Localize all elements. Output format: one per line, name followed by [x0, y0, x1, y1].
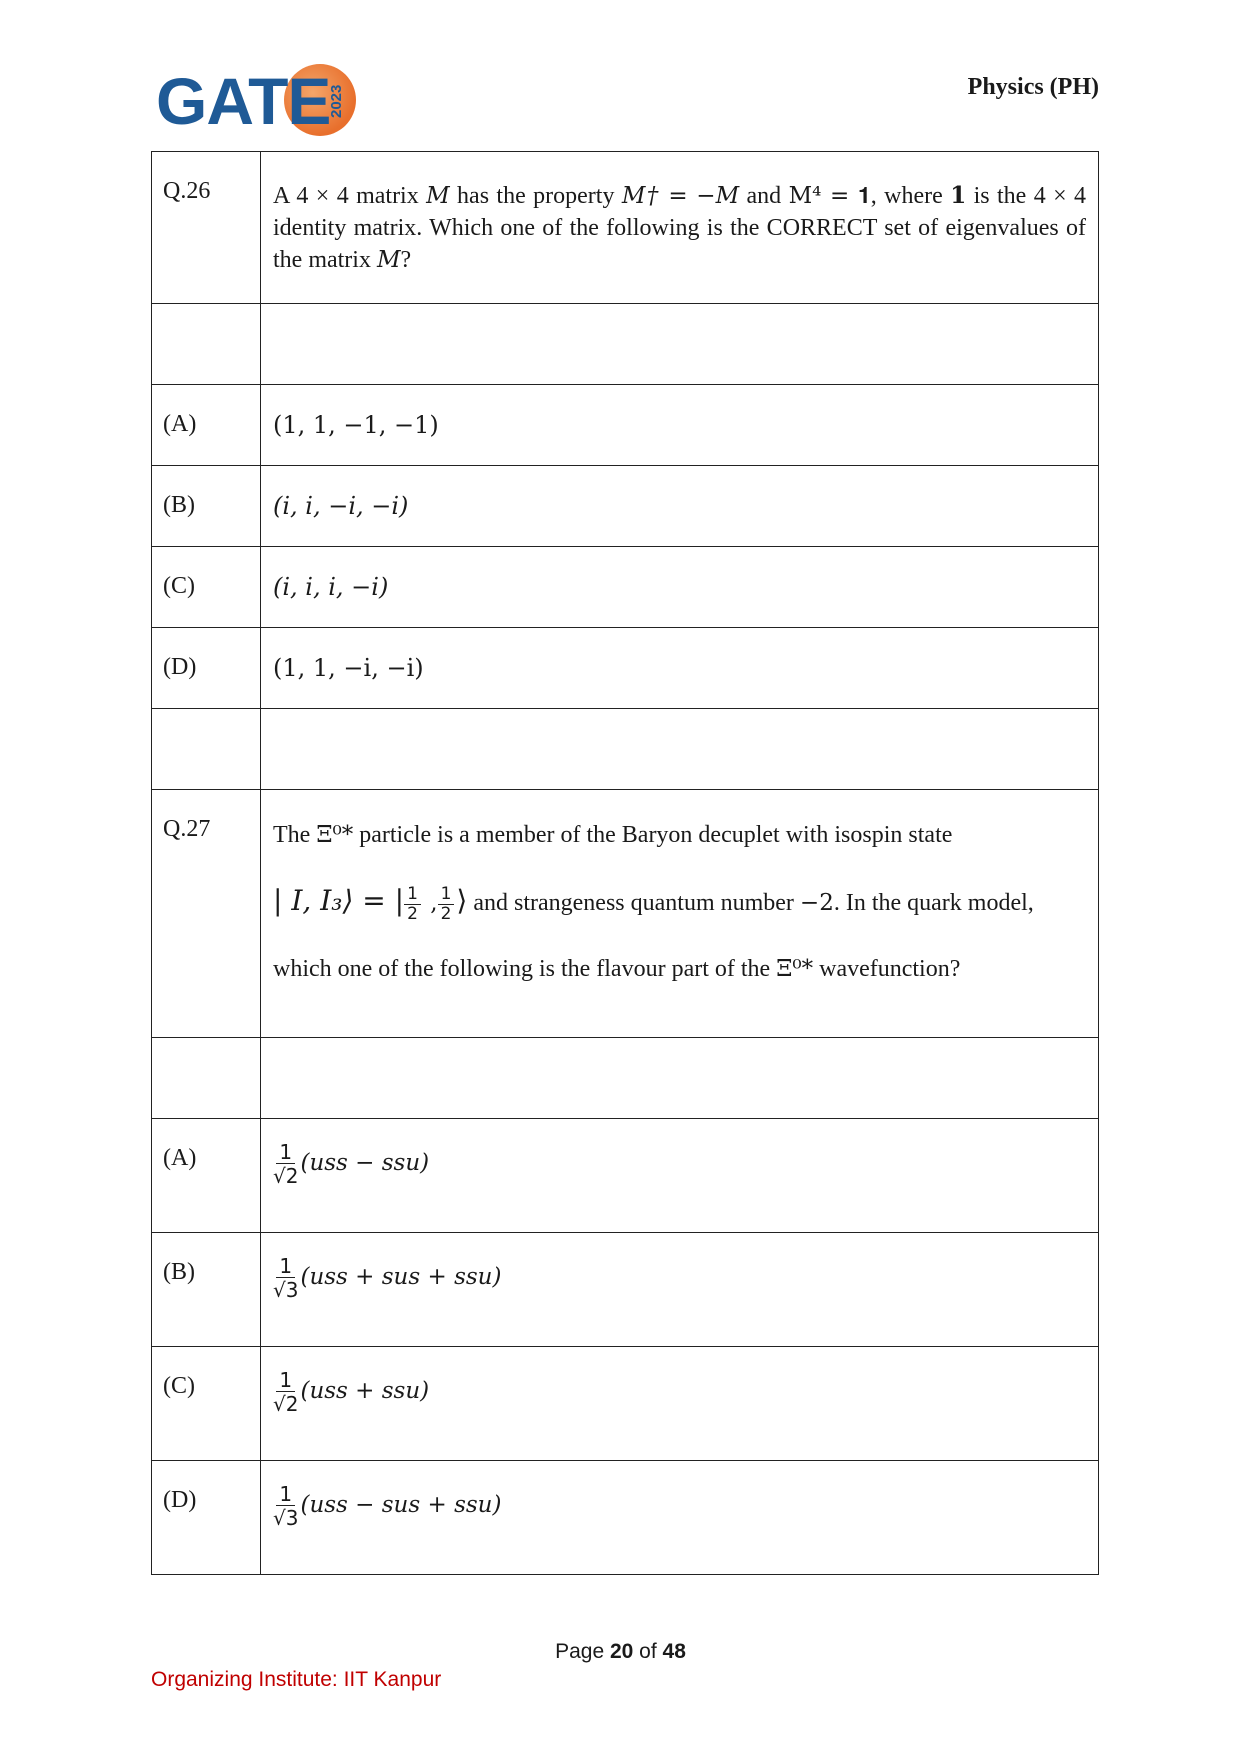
option-value: $\frac{1}{√3}$ (uss − sus + ssu) — [261, 1461, 1099, 1575]
option-label: (B) — [152, 1233, 261, 1347]
question-row-26 — [152, 152, 1099, 304]
option-value: (1, 1, −i, −i) — [261, 628, 1099, 709]
option-row-a — [152, 385, 1099, 466]
option-value: $\frac{1}{√3}$ (uss + sus + ssu) — [261, 1233, 1099, 1347]
spacer-row — [152, 1038, 1099, 1119]
fraction: $\frac{1}{2}$ — [404, 885, 421, 924]
option-value: $\frac{1}{√2}$ (uss + ssu) — [261, 1347, 1099, 1461]
option-label: (C) — [152, 1347, 261, 1461]
option-label: (A) — [152, 385, 261, 466]
spacer-row — [152, 304, 1099, 385]
logo-text: GATE — [156, 64, 331, 138]
option-row-a — [152, 1119, 1099, 1233]
option-label: (C) — [152, 547, 261, 628]
option-label: (D) — [152, 1461, 261, 1575]
organizing-institute: Organizing Institute: IIT Kanpur — [151, 1668, 442, 1691]
logo-year: 2023 — [328, 84, 345, 118]
option-value: (1, 1, −1, −1) — [261, 385, 1099, 466]
question-number: Q.26 — [152, 152, 261, 304]
fraction: $\frac{1}{√2}$ — [273, 1368, 299, 1416]
fraction: $\frac{1}{2}$ — [438, 885, 455, 924]
option-label: (A) — [152, 1119, 261, 1233]
question-text: The Ξ⁰* particle is a member of the Baryon decuplet with isospin state | I, I₃⟩ = | $\frac{1}{2}$ , $\frac{1}{2}$ ⟩ and strangeness quantum number −2. In the quark model, which one of the following is the flavour part of the Ξ⁰* wavefunction? — [261, 790, 1099, 1038]
subject-title: Physics (PH) — [967, 74, 1099, 100]
gate-logo — [156, 62, 366, 140]
fraction: $\frac{1}{√2}$ — [273, 1140, 299, 1188]
fraction: $\frac{1}{√3}$ — [273, 1254, 299, 1302]
option-value: (i, i, i, −i) — [261, 547, 1099, 628]
question-table — [151, 151, 1099, 1575]
option-label: (D) — [152, 628, 261, 709]
option-label: (B) — [152, 466, 261, 547]
option-value: $\frac{1}{√2}$ (uss − ssu) — [261, 1119, 1099, 1233]
question-row-27 — [152, 790, 1099, 1038]
option-value: (i, i, −i, −i) — [261, 466, 1099, 547]
option-row-c — [152, 1347, 1099, 1461]
page-number: Page 20 of 48 — [555, 1640, 686, 1663]
option-row-d — [152, 1461, 1099, 1575]
question-text: A 4 × 4 matrix M has the property M† = −M and M⁴ = 𝟏, where 𝟏 is the 4 × 4 identity matrix. Which one of the following is the CORRECT set of eigenvalues of the matrix M? — [261, 152, 1099, 304]
spacer-row — [152, 709, 1099, 790]
question-number: Q.27 — [152, 790, 261, 1038]
option-row-d — [152, 628, 1099, 709]
fraction: $\frac{1}{√3}$ — [273, 1482, 299, 1530]
option-row-b — [152, 466, 1099, 547]
option-row-b — [152, 1233, 1099, 1347]
option-row-c — [152, 547, 1099, 628]
